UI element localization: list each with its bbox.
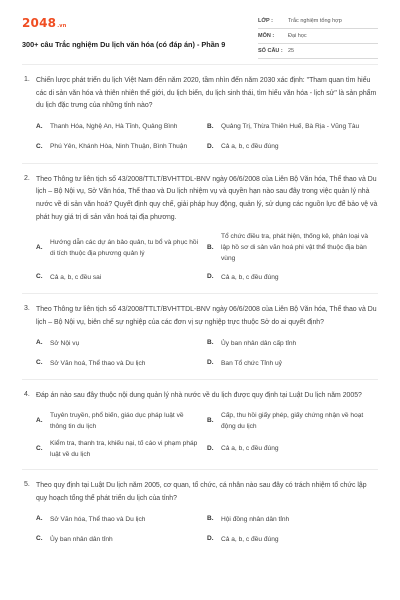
- question-1: [22, 75, 378, 157]
- option-letter: D.: [207, 273, 214, 281]
- option-letter: D.: [207, 359, 214, 367]
- option-a[interactable]: [36, 228, 207, 267]
- question-number: 3.: [24, 305, 30, 313]
- meta-value: Trắc nghiệm tổng hợp: [288, 17, 342, 24]
- option-text: Sở Văn hóa, Thể thao và Du lịch: [50, 515, 146, 523]
- meta-label: MÔN :: [258, 32, 275, 39]
- question-body: [36, 304, 378, 373]
- meta-value: 25: [288, 47, 295, 54]
- option-b[interactable]: [207, 333, 378, 353]
- option-text: Tuyên truyền, phổ biến, giáo dục pháp luật về thông tin du lịch: [50, 411, 184, 430]
- option-letter: B.: [207, 243, 214, 251]
- meta-value: Đại học: [288, 32, 307, 39]
- option-text: Ủy ban nhân dân tỉnh: [50, 535, 113, 543]
- option-letter: B.: [207, 339, 214, 347]
- option-text: Sở Văn hoá, Thể thao và Du lịch: [50, 359, 146, 367]
- options-grid: [36, 407, 378, 463]
- option-letter: D.: [207, 445, 214, 453]
- option-letter: A.: [36, 417, 43, 425]
- options-grid: [36, 333, 378, 373]
- option-letter: C.: [36, 445, 43, 453]
- question-text: Theo Thông tư liên tịch số 43/2008/TTLT/BVHTTDL-BNV ngày 06/6/2008 của Liên Bộ Văn hóa, Thể thao và Du lịch – Bộ Nội vụ, biên chế sự nghiệp của các đơn vị sự nghiệp trực thuộc Sở do ai quyết định?: [36, 306, 377, 326]
- option-letter: D.: [207, 535, 214, 543]
- option-text: Sở Nội vụ: [50, 339, 80, 347]
- divider: [22, 379, 378, 380]
- option-c[interactable]: [36, 267, 207, 287]
- option-a[interactable]: [36, 117, 207, 137]
- question-text: Chiến lược phát triển du lịch Việt Nam đến năm 2020, tầm nhìn đến năm 2030 xác định: "Tham quan tìm hiểu các di sản văn hóa và thiên nhiên thế giới, du lịch biển, du lịch sinh thái, tìm hiểu văn hóa - lịch sử" là sản phẩm du lịch đặc trưng của những tỉnh nào?: [36, 77, 377, 110]
- meta-row-count: [258, 44, 378, 59]
- question-number: 5.: [24, 480, 30, 488]
- option-d[interactable]: [207, 137, 378, 157]
- option-text: Phú Yên, Khánh Hòa, Ninh Thuận, Bình Thuận: [50, 143, 188, 151]
- option-c[interactable]: [36, 353, 207, 373]
- option-text: Quảng Trị, Thừa Thiên Huế, Bà Rịa - Vũng Tàu: [221, 123, 360, 131]
- question-number: 4.: [24, 391, 30, 399]
- option-c[interactable]: [36, 435, 207, 463]
- option-letter: A.: [36, 339, 43, 347]
- option-c[interactable]: [36, 529, 207, 549]
- option-text: Ban Tổ chức Tỉnh uỷ: [221, 359, 282, 367]
- option-text: Kiểm tra, thanh tra, khiếu nại, tố cáo vi phạm pháp luật về du lịch: [50, 439, 198, 458]
- question-body: [36, 174, 378, 287]
- option-text: Cả a, b, c đều sai: [50, 273, 102, 281]
- option-text: Cấp, thu hồi giấy phép, giấy chứng nhận về hoạt động du lịch: [221, 411, 364, 430]
- question-body: [36, 390, 378, 463]
- header-left: [22, 14, 232, 62]
- meta-label: LỚP :: [258, 17, 273, 24]
- option-letter: D.: [207, 142, 214, 150]
- divider: [22, 469, 378, 470]
- option-d[interactable]: [207, 529, 378, 549]
- option-text: Cả a, b, c đều đúng: [221, 143, 279, 151]
- option-b[interactable]: [207, 228, 378, 267]
- meta-row-subject: [258, 29, 378, 44]
- divider: [22, 163, 378, 164]
- option-a[interactable]: [36, 509, 207, 529]
- option-b[interactable]: [207, 509, 378, 529]
- meta-row-class: [258, 14, 378, 29]
- option-text: Hướng dẫn các dự án bảo quản, tu bổ và phục hồi di tích thuộc địa phương quản lý: [50, 238, 199, 257]
- option-d[interactable]: [207, 435, 378, 463]
- meta-table: [258, 14, 378, 62]
- logo-tld: .vn: [57, 23, 67, 29]
- option-letter: C.: [36, 273, 43, 281]
- options-grid: [36, 509, 378, 549]
- question-4: [22, 390, 378, 463]
- header: [22, 0, 378, 62]
- question-text: Theo Thông tư liên tịch số 43/2008/TTLT/BVHTTDL-BNV ngày 06/6/2008 của Liên Bộ Văn hóa, Thể thao và Du lịch – Bộ Nội vụ, Sở Văn hóa, Thể thao và Du lịch nhiệm vụ và quyền hạn nào sau đây trong việc quản lý nhà nước về di sản văn hoá? Quyết định quy chế, giải pháp huy động, quản lý, sử dụng các nguồn lực để bảo vệ và phát huy giá trị di sản văn hoá tại địa phương.: [36, 175, 378, 221]
- question-number: 2.: [24, 174, 30, 182]
- question-5: [22, 480, 378, 549]
- options-grid: [36, 117, 378, 157]
- options-grid: [36, 228, 378, 287]
- option-text: Cả a, b, c đều đúng: [221, 535, 279, 543]
- document-title: 300+ câu Trắc nghiệm Du lịch văn hóa (có đáp án) - Phần 9: [22, 40, 226, 49]
- option-b[interactable]: [207, 117, 378, 137]
- divider: [22, 64, 378, 65]
- option-text: Cả a, b, c đều đúng: [221, 273, 279, 281]
- option-letter: B.: [207, 515, 214, 523]
- logo-main: 2048: [22, 16, 57, 30]
- question-number: 1.: [24, 76, 30, 83]
- option-c[interactable]: [36, 137, 207, 157]
- option-letter: C.: [36, 142, 43, 150]
- divider: [22, 293, 378, 294]
- option-text: Cả a, b, c đều đúng: [221, 445, 279, 453]
- option-letter: A.: [36, 122, 43, 130]
- question-body: [36, 480, 378, 549]
- option-letter: C.: [36, 359, 43, 367]
- meta-label: SỐ CÂU :: [258, 47, 283, 54]
- question-text: Theo quy định tại Luật Du lịch năm 2005, cơ quan, tổ chức, cá nhân nào sau đây có trách nhiệm tổ chức lập quy hoạch tổng thể phát triển du lịch của tỉnh?: [36, 481, 367, 502]
- option-text: Thanh Hóa, Nghệ An, Hà Tĩnh, Quảng Bình: [50, 123, 178, 131]
- option-letter: A.: [36, 243, 43, 251]
- question-body: [36, 75, 378, 157]
- question-2: [22, 174, 378, 287]
- question-text: Đáp án nào sau đây thuộc nội dung quản lý nhà nước về du lịch được quy định tại Luật Du lịch năm 2005?: [36, 392, 362, 400]
- option-letter: A.: [36, 515, 43, 523]
- option-letter: C.: [36, 535, 43, 543]
- option-text: Ủy ban nhân dân cấp tỉnh: [221, 339, 297, 347]
- option-b[interactable]: [207, 407, 378, 435]
- option-d[interactable]: [207, 267, 378, 287]
- site-logo[interactable]: [22, 14, 232, 32]
- option-letter: B.: [207, 417, 214, 425]
- option-letter: B.: [207, 122, 214, 130]
- option-text: Tổ chức điều tra, phát hiện, thống kê, phân loại và lập hồ sơ di sản văn hoá phi vật thể thuộc địa bàn vùng: [221, 233, 369, 263]
- question-3: [22, 304, 378, 373]
- option-a[interactable]: [36, 333, 207, 353]
- option-a[interactable]: [36, 407, 207, 435]
- option-d[interactable]: [207, 353, 378, 373]
- option-text: Hội đồng nhân dân tỉnh: [221, 515, 290, 523]
